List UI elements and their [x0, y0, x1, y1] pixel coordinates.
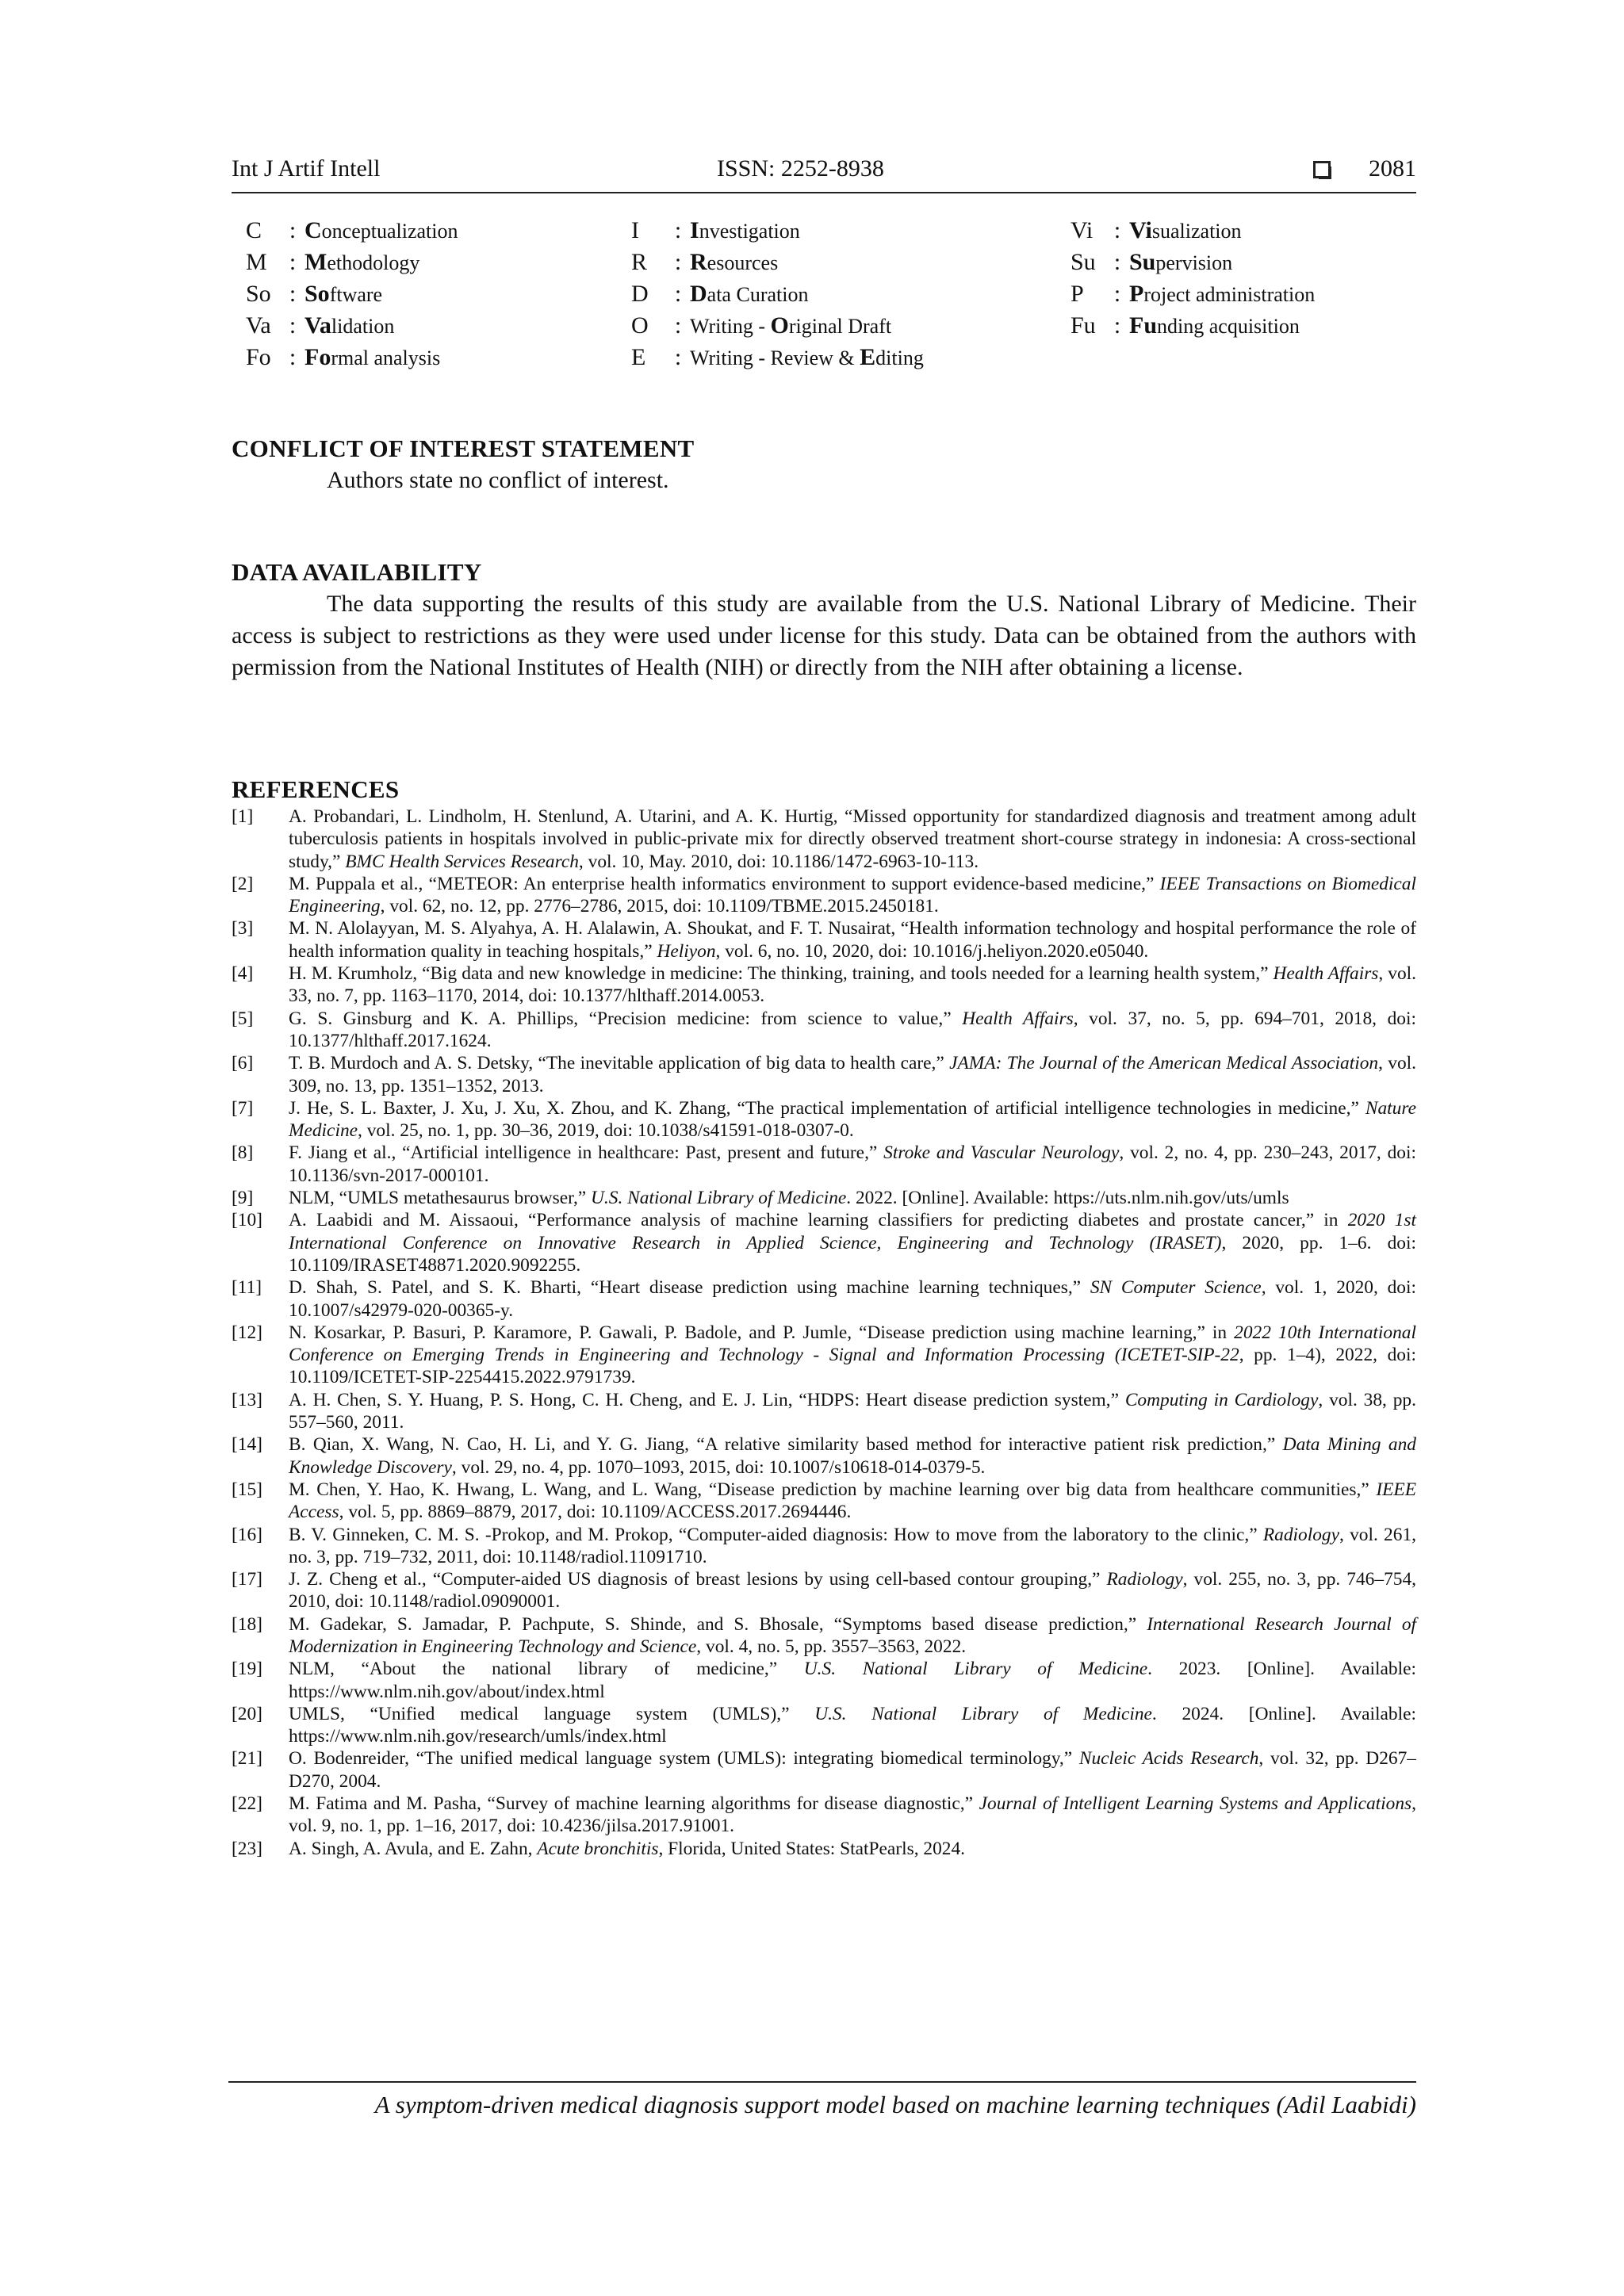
credit-role-colon: :	[289, 281, 297, 307]
reference-details: , vol. 5, pp. 8869–8879, 2017, doi: 10.1109/ACCESS.2017.2694446.	[339, 1502, 852, 1523]
reference-item	[232, 1276, 1416, 1322]
reference-venue: IEEE Access	[289, 1479, 1416, 1523]
data-availability-heading: DATA AVAILABILITY	[232, 558, 482, 586]
reference-details: , vol. 38, pp. 557–560, 2011.	[289, 1389, 1416, 1433]
reference-venue: U.S. National Library of Medicine	[803, 1659, 1148, 1680]
credit-role-abbr: Vi	[1071, 217, 1094, 243]
reference-venue: Journal of Intelligent Learning Systems and Applications	[979, 1793, 1412, 1815]
credit-role-abbr: O	[631, 312, 649, 339]
reference-item	[232, 1142, 1416, 1187]
credit-role-initial: Fu	[1129, 312, 1158, 339]
reference-number: [7]	[232, 1097, 254, 1119]
credit-role-rest: roject administration	[1143, 283, 1316, 306]
credit-role-colon: :	[1113, 312, 1121, 339]
credit-role-abbr: I	[631, 217, 639, 243]
credit-role-name	[1129, 249, 1232, 276]
credit-role-row	[1071, 217, 1315, 249]
reference-details: , vol. 33, no. 7, pp. 1163–1170, 2014, doi: 10.1377/hlthaff.2014.0053.	[289, 963, 1417, 1007]
credit-role-rest: nding acquisition	[1157, 315, 1300, 338]
reference-number: [4]	[232, 963, 254, 985]
reference-details: , vol. 62, no. 12, pp. 2776–2786, 2015, doi: 10.1109/TBME.2015.2450181.	[380, 896, 939, 917]
reference-details: , vol. 1, 2020, doi: 10.1007/s42979-020-00365-y.	[289, 1277, 1416, 1321]
credit-role-colon: :	[289, 344, 297, 370]
reference-number: [5]	[232, 1008, 254, 1029]
credit-role-rest: riginal Draft	[788, 315, 892, 338]
reference-text	[289, 1187, 1416, 1209]
credit-role-abbr: M	[246, 249, 267, 275]
reference-authors-title: N. Kosarkar, P. Basuri, P. Karamore, P. Gawali, P. Badole, and P. Jumle, “Disease prediction using machine learning,” in	[289, 1322, 1235, 1343]
reference-details: , vol. 29, no. 4, pp. 1070–1093, 2015, doi: 10.1007/s10618-014-0379-5.	[451, 1456, 986, 1478]
credit-role-rest: pervision	[1155, 251, 1233, 274]
checkbox-square-icon	[1313, 161, 1331, 178]
reference-text	[289, 1389, 1416, 1434]
credit-role-abbr: E	[631, 344, 646, 370]
credit-role-abbr: Va	[246, 312, 271, 339]
reference-details: , vol. 9, no. 1, pp. 1–16, 2017, doi: 10.4236/jilsa.2017.91001.	[289, 1793, 1416, 1837]
credit-role-initial: So	[304, 281, 330, 307]
reference-item	[232, 1052, 1416, 1097]
credit-role-rest: diting	[875, 346, 924, 369]
reference-item	[232, 1389, 1416, 1434]
credit-role-name	[690, 217, 800, 244]
credit-role-initial: D	[690, 281, 707, 307]
reference-authors-title: T. B. Murdoch and A. S. Detsky, “The inevitable application of big data to health care,”	[289, 1053, 950, 1074]
reference-text	[289, 1703, 1416, 1748]
reference-text	[289, 1209, 1416, 1276]
running-footer: A symptom-driven medical diagnosis support model based on machine learning techniques (Adil Laabidi)	[228, 2081, 1416, 2119]
reference-authors-title: A. H. Chen, S. Y. Huang, P. S. Hong, C. H. Cheng, and E. J. Lin, “HDPS: Heart disease prediction system,”	[289, 1389, 1125, 1410]
credit-role-colon: :	[1113, 217, 1121, 243]
credit-role-colon: :	[674, 312, 682, 339]
reference-details: , vol. 25, no. 1, pp. 30–36, 2019, doi: 10.1038/s41591-018-0307-0.	[358, 1120, 854, 1142]
credit-role-rest: esources	[707, 251, 779, 274]
reference-venue: International Research Journal of Modernization in Engineering Technology and Science	[289, 1613, 1417, 1657]
reference-authors-title: UMLS, “Unified medical language system (UMLS),”	[289, 1703, 815, 1724]
reference-venue: Health Affairs	[1273, 963, 1379, 985]
reference-text	[289, 1747, 1416, 1793]
reference-number: [17]	[232, 1569, 262, 1590]
reference-details: , vol. 37, no. 5, pp. 694–701, 2018, doi: 10.1377/hlthaff.2017.1624.	[289, 1008, 1416, 1051]
references-list	[232, 806, 1416, 1860]
credit-role-initial: I	[690, 217, 699, 243]
credit-role-name	[304, 312, 394, 339]
reference-text	[289, 1613, 1416, 1659]
credit-role-colon: :	[674, 344, 682, 370]
reference-text	[289, 1097, 1416, 1142]
reference-authors-title: M. N. Alolayyan, M. S. Alyahya, A. H. Alalawin, A. Shoukat, and F. T. Nusairat, “Health information technology and hospital performance the role of health information quality in teaching hospitals,”	[289, 918, 1416, 962]
reference-item	[232, 1322, 1416, 1389]
credit-role-abbr: R	[631, 249, 648, 275]
credit-role-initial: R	[690, 249, 707, 275]
reference-number: [16]	[232, 1524, 262, 1545]
reference-venue: Nature Medicine	[289, 1097, 1416, 1142]
reference-item	[232, 1613, 1416, 1659]
reference-venue: Computing in Cardiology	[1124, 1389, 1319, 1410]
credit-role-row	[631, 344, 924, 376]
reference-text	[289, 1142, 1416, 1187]
reference-authors-title: J. He, S. L. Baxter, J. Xu, J. Xu, X. Zhou, and K. Zhang, “The practical implementation of artificial intelligence technologies in medicine,”	[289, 1097, 1365, 1119]
reference-text	[289, 1008, 1416, 1053]
credit-role-rest: lidation	[331, 315, 395, 338]
credit-role-rest: ata Curation	[707, 283, 809, 306]
reference-item	[232, 1747, 1416, 1793]
reference-number: [6]	[232, 1053, 254, 1074]
reference-item	[232, 1838, 1416, 1860]
credit-role-colon: :	[289, 249, 297, 275]
reference-text	[289, 1793, 1416, 1838]
reference-details: . 2024. [Online]. Available: https://www.nlm.nih.gov/research/umls/index.html	[289, 1703, 1417, 1747]
references-heading: REFERENCES	[232, 775, 400, 803]
reference-authors-title: NLM, “UMLS metathesaurus browser,”	[289, 1188, 592, 1209]
reference-details: , vol. 255, no. 3, pp. 746–754, 2010, doi: 10.1148/radiol.09090001.	[289, 1569, 1417, 1613]
reference-text	[289, 1568, 1416, 1613]
reference-item	[232, 1097, 1416, 1142]
credit-role-name	[690, 312, 891, 339]
credit-role-rest: onceptualization	[321, 220, 458, 243]
reference-text	[289, 873, 1416, 918]
credit-role-colon: :	[674, 217, 682, 243]
reference-details: , pp. 1–4), 2022, doi: 10.1109/ICETET-SIP-2254415.2022.9791739.	[289, 1345, 1416, 1388]
credit-role-initial: C	[304, 217, 322, 243]
reference-item	[232, 1703, 1416, 1748]
reference-authors-title: B. V. Ginneken, C. M. S. -Prokop, and M. Prokop, “Computer-aided diagnosis: How to move from the laboratory to the clinic,”	[289, 1524, 1263, 1545]
credit-role-name	[304, 217, 458, 244]
credit-role-initial: Fo	[304, 344, 331, 370]
credit-role-prefix: Writing - Review &	[690, 346, 860, 369]
reference-number: [12]	[232, 1322, 262, 1343]
reference-item	[232, 1658, 1416, 1703]
reference-authors-title: A. Probandari, L. Lindholm, H. Stenlund, A. Utarini, and A. K. Hurtig, “Missed opportunity for standardized diagnosis and treatment among adult tuberculosis patients in hospitals involved in public-private mix for directly observed treatment short-course strategy in indonesia: A cross-sectional study,”	[289, 806, 1416, 872]
credit-role-rest: nvestigation	[699, 220, 800, 243]
reference-authors-title: M. Chen, Y. Hao, K. Hwang, L. Wang, and L. Wang, “Disease prediction by machine learning over big data from healthcare communities,”	[289, 1479, 1377, 1500]
reference-text	[289, 917, 1416, 962]
reference-text	[289, 1052, 1416, 1097]
reference-details: , vol. 32, pp. D267–D270, 2004.	[289, 1748, 1416, 1792]
reference-number: [14]	[232, 1434, 262, 1456]
credit-role-rest: sualization	[1151, 220, 1242, 243]
reference-venue: IEEE Transactions on Biomedical Engineering	[289, 873, 1416, 917]
credit-role-name	[690, 281, 808, 308]
reference-number: [19]	[232, 1659, 262, 1680]
credit-role-colon: :	[674, 249, 682, 275]
reference-details: , 2020, pp. 1–6. doi: 10.1109/IRASET48871.2020.9092255.	[289, 1232, 1416, 1276]
reference-venue: U.S. National Library of Medicine	[591, 1188, 847, 1209]
reference-details: , vol. 4, no. 5, pp. 3557–3563, 2022.	[696, 1636, 967, 1657]
reference-authors-title: A. Singh, A. Avula, and E. Zahn,	[289, 1838, 538, 1859]
conflict-heading: CONFLICT OF INTEREST STATEMENT	[232, 434, 695, 462]
reference-number: [20]	[232, 1703, 262, 1724]
credit-role-row	[246, 344, 458, 376]
reference-number: [10]	[232, 1210, 262, 1231]
credit-role-prefix: Writing -	[690, 315, 771, 338]
reference-item	[232, 1209, 1416, 1276]
credit-role-row	[1071, 312, 1315, 344]
credit-role-initial: E	[860, 344, 876, 370]
reference-authors-title: O. Bodenreider, “The unified medical language system (UMLS): integrating biomedical terminology,”	[289, 1748, 1079, 1770]
conflict-text: Authors state no conflict of interest.	[327, 467, 669, 493]
reference-authors-title: D. Shah, S. Patel, and S. K. Bharti, “Heart disease prediction using machine learning techniques,”	[289, 1277, 1090, 1299]
reference-details: , vol. 309, no. 13, pp. 1351–1352, 2013.	[289, 1053, 1416, 1096]
reference-venue: Acute bronchitis	[537, 1838, 659, 1859]
credit-role-name	[690, 344, 924, 371]
reference-details: , vol. 6, no. 10, 2020, doi: 10.1016/j.heliyon.2020.e05040.	[715, 940, 1149, 962]
reference-item	[232, 917, 1416, 962]
credit-role-initial: M	[304, 249, 327, 275]
credit-role-name	[690, 249, 778, 276]
credit-role-name	[1129, 312, 1300, 339]
reference-number: [8]	[232, 1142, 254, 1164]
reference-item	[232, 1524, 1416, 1569]
credit-role-initial: Su	[1129, 249, 1156, 275]
reference-number: [13]	[232, 1389, 262, 1410]
reference-details: . 2023. [Online]. Available: https://www.nlm.nih.gov/about/index.html	[289, 1659, 1416, 1702]
reference-venue: Stroke and Vascular Neurology	[883, 1142, 1120, 1164]
reference-number: [1]	[232, 806, 254, 827]
reference-authors-title: M. Fatima and M. Pasha, “Survey of machine learning algorithms for disease diagnostic,”	[289, 1793, 979, 1815]
credit-role-name	[304, 281, 382, 308]
credit-column-1	[246, 217, 458, 376]
credit-role-initial: Va	[304, 312, 331, 339]
running-header	[232, 152, 1416, 193]
credit-role-row	[631, 312, 924, 344]
credit-role-initial: P	[1129, 281, 1144, 307]
reference-item	[232, 806, 1416, 873]
reference-text	[289, 1479, 1416, 1524]
credit-role-colon: :	[289, 217, 297, 243]
credit-role-colon: :	[1113, 281, 1121, 307]
credit-role-row	[631, 281, 924, 312]
reference-item	[232, 962, 1416, 1008]
credit-role-name	[304, 344, 440, 371]
reference-item	[232, 873, 1416, 918]
credit-role-row	[631, 217, 924, 249]
credit-role-row	[631, 249, 924, 281]
credit-role-abbr: Su	[1071, 249, 1096, 275]
reference-text	[289, 806, 1416, 873]
credit-role-abbr: P	[1071, 281, 1084, 307]
credit-role-initial: O	[770, 312, 789, 339]
reference-details: . 2022. [Online]. Available: https://uts.nlm.nih.gov/uts/umls	[846, 1188, 1289, 1209]
credit-role-row	[246, 217, 458, 249]
page-number: 2081	[1369, 155, 1416, 182]
credit-role-initial: Vi	[1129, 217, 1152, 243]
credit-role-colon: :	[674, 281, 682, 307]
reference-text	[289, 1658, 1416, 1703]
reference-authors-title: M. Puppala et al., “METEOR: An enterprise health informatics environment to support evidence-based medicine,”	[289, 873, 1160, 894]
credit-role-name	[1129, 281, 1315, 308]
reference-item	[232, 1793, 1416, 1838]
reference-item	[232, 1479, 1416, 1524]
credit-role-abbr: Fu	[1071, 312, 1096, 339]
reference-text	[289, 1838, 1416, 1860]
reference-number: [11]	[232, 1277, 262, 1299]
credit-role-abbr: D	[631, 281, 649, 307]
reference-venue: Data Mining and Knowledge Discovery	[289, 1434, 1416, 1478]
reference-venue: BMC Health Services Research	[345, 851, 579, 872]
reference-number: [18]	[232, 1613, 262, 1635]
credit-role-name	[304, 249, 419, 276]
credit-role-colon: :	[1113, 249, 1121, 275]
reference-text	[289, 1524, 1416, 1569]
reference-number: [21]	[232, 1748, 262, 1770]
reference-venue: 2020 1st International Conference on Innovative Research in Applied Science, Engineering and Technology (IRASET)	[289, 1210, 1416, 1253]
credit-role-row	[246, 312, 458, 344]
credit-role-name	[1129, 217, 1242, 244]
data-availability-text: The data supporting the results of this study are available from the U.S. National Library of Medicine. Their access is subject to restrictions as they were used under license for this study. Data can be obtained from the authors with permission from the National Institutes of Health (NIH) or directly from the NIH after obtaining a license.	[232, 591, 1416, 680]
reference-item	[232, 1008, 1416, 1053]
credit-role-colon: :	[289, 312, 297, 339]
reference-venue: JAMA: The Journal of the American Medical Association	[949, 1053, 1379, 1074]
credit-role-rest: ftware	[329, 283, 383, 306]
credit-role-row	[1071, 281, 1315, 312]
reference-venue: U.S. National Library of Medicine	[814, 1703, 1152, 1724]
reference-authors-title: NLM, “About the national library of medicine,”	[289, 1659, 804, 1680]
reference-item	[232, 1568, 1416, 1613]
reference-venue: Nucleic Acids Research	[1078, 1748, 1259, 1770]
credit-role-row	[1071, 249, 1315, 281]
reference-number: [9]	[232, 1188, 254, 1209]
reference-text	[289, 1276, 1416, 1322]
reference-authors-title: H. M. Krumholz, “Big data and new knowledge in medicine: The thinking, training, and tools needed for a learning health system,”	[289, 963, 1274, 985]
reference-authors-title: J. Z. Cheng et al., “Computer-aided US diagnosis of breast lesions by using cell-based contour grouping,”	[289, 1569, 1107, 1590]
reference-number: [15]	[232, 1479, 262, 1500]
reference-number: [22]	[232, 1793, 262, 1815]
reference-venue: Health Affairs	[962, 1008, 1074, 1029]
credit-column-3	[1071, 217, 1315, 344]
credit-role-row	[246, 249, 458, 281]
issn: ISSN: 2252-8938	[717, 155, 884, 182]
reference-details: , vol. 261, no. 3, pp. 719–732, 2011, doi: 10.1148/radiol.11091710.	[289, 1524, 1416, 1567]
reference-venue: SN Computer Science	[1090, 1277, 1262, 1299]
credit-role-abbr: Fo	[246, 344, 271, 370]
reference-venue: 2022 10th International Conference on Emerging Trends in Engineering and Technology - Signal and Information Processing (ICETET-SIP-22	[289, 1322, 1416, 1366]
reference-authors-title: G. S. Ginsburg and K. A. Phillips, “Precision medicine: from science to value,”	[289, 1008, 963, 1029]
credit-role-row	[246, 281, 458, 312]
credit-role-rest: rmal analysis	[331, 346, 441, 369]
reference-number: [3]	[232, 918, 254, 939]
reference-text	[289, 1322, 1416, 1389]
reference-text	[289, 1433, 1416, 1479]
reference-details: , vol. 2, no. 4, pp. 230–243, 2017, doi: 10.1136/svn-2017-000101.	[289, 1142, 1416, 1186]
reference-authors-title: A. Laabidi and M. Aissaoui, “Performance analysis of machine learning classifiers for predicting diabetes and prostate cancer,” in	[289, 1210, 1348, 1231]
reference-details: , Florida, United States: StatPearls, 2024.	[658, 1838, 966, 1859]
credit-column-2	[631, 217, 924, 376]
reference-venue: Radiology	[1106, 1569, 1183, 1590]
reference-venue: Heliyon	[657, 940, 716, 962]
credit-role-abbr: So	[246, 281, 271, 307]
reference-authors-title: B. Qian, X. Wang, N. Cao, H. Li, and Y. G. Jiang, “A relative similarity based method for interactive patient risk prediction,”	[289, 1434, 1283, 1456]
reference-text	[289, 962, 1416, 1008]
reference-number: [23]	[232, 1838, 262, 1859]
reference-item	[232, 1187, 1416, 1209]
journal-name: Int J Artif Intell	[232, 155, 381, 182]
reference-authors-title: F. Jiang et al., “Artificial intelligence in healthcare: Past, present and future,”	[289, 1142, 884, 1164]
reference-authors-title: M. Gadekar, S. Jamadar, P. Pachpute, S. Shinde, and S. Bhosale, “Symptoms based disease prediction,”	[289, 1613, 1147, 1635]
reference-number: [2]	[232, 873, 254, 894]
reference-item	[232, 1433, 1416, 1479]
credit-role-abbr: C	[246, 217, 262, 243]
reference-details: , vol. 10, May. 2010, doi: 10.1186/1472-6963-10-113.	[578, 851, 979, 872]
credit-role-rest: ethodology	[327, 251, 420, 274]
reference-venue: Radiology	[1262, 1524, 1340, 1545]
